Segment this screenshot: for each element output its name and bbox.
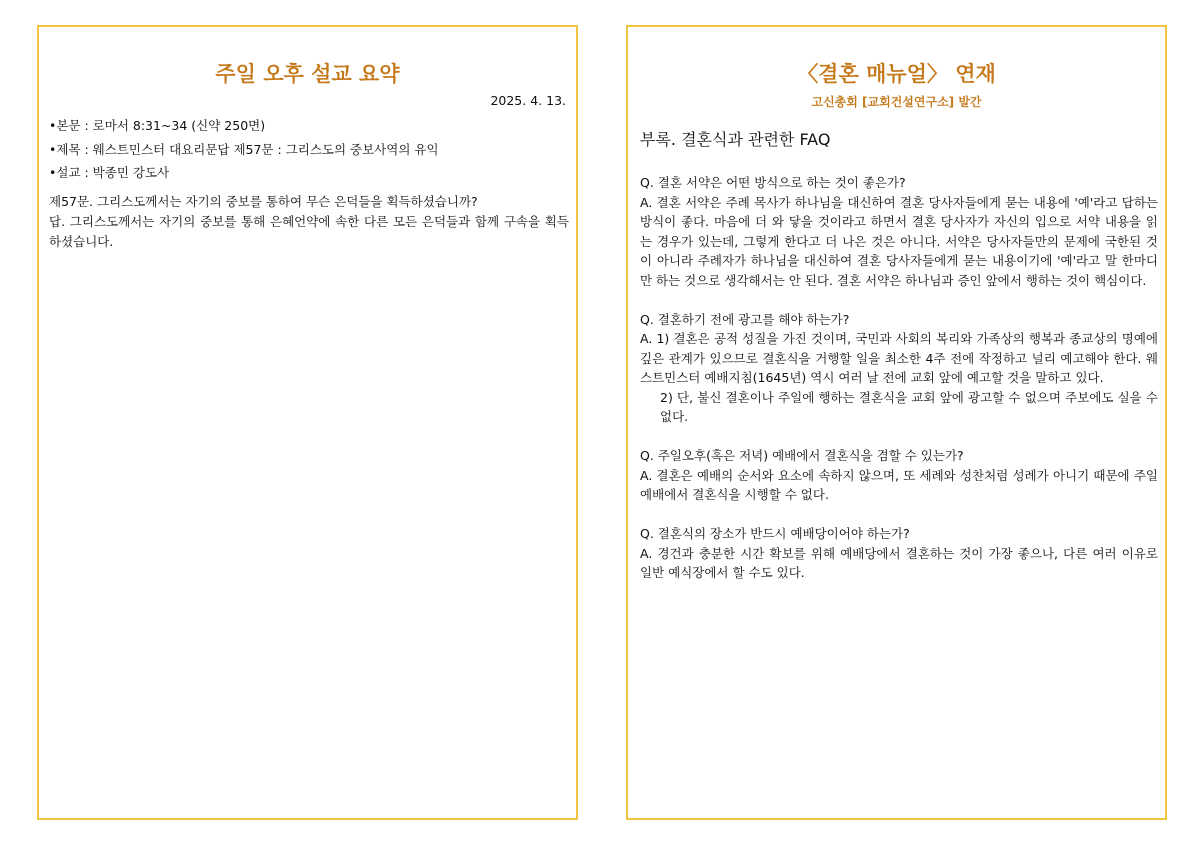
catechism-answer: 답. 그리스도께서는 자기의 중보를 통해 은혜언약에 속한 다른 모든 은덕들과 함께 구속을 획득하셨습니다.	[49, 214, 569, 249]
manual-title: 〈결혼 매뉴얼〉 연재	[797, 62, 996, 86]
sermon-title: 주일 오후 설교 요약	[215, 62, 400, 86]
sermon-scripture: •본문 : 로마서 8:31~34 (신약 250면)	[49, 118, 266, 133]
faq-item	[640, 524, 1158, 583]
faq-answer: A. 경건과 충분한 시간 확보를 위해 예배당에서 결혼하는 것이 가장 좋으나, 다른 여러 이유로 일반 예식장에서 할 수도 있다.	[640, 545, 1158, 580]
faq-answer-continued: 2) 단, 불신 결혼이나 주일에 행하는 결혼식을 교회 앞에 광고할 수 없으며 주보에도 실을 수 없다.	[660, 389, 1158, 424]
sermon-preacher: •설교 : 박종민 강도사	[49, 165, 170, 180]
faq-answer: A. 결혼은 예배의 순서와 요소에 속하지 않으며, 또 세례와 성찬처럼 성례가 아니기 때문에 주일 예배에서 결혼식을 시행할 수 없다.	[640, 467, 1158, 502]
right-page-wedding-manual	[626, 25, 1167, 820]
catechism-question: 제57문. 그리스도께서는 자기의 중보를 통하여 무슨 은덕들을 획득하셨습니까?	[49, 194, 478, 209]
faq-item	[640, 173, 1158, 290]
faq-list	[640, 173, 1158, 602]
faq-question: Q. 결혼 서약은 어떤 방식으로 하는 것이 좋은가?	[640, 175, 906, 190]
faq-item	[640, 446, 1158, 505]
catechism-text	[49, 192, 569, 252]
faq-question: Q. 결혼하기 전에 광고를 해야 하는가?	[640, 311, 850, 327]
faq-question: Q. 주일오후(혹은 저녁) 예배에서 결혼식을 겸할 수 있는가?	[640, 448, 964, 463]
sermon-date: 2025. 4. 13.	[490, 93, 566, 108]
faq-answer: A. 1) 결혼은 공적 성질을 가진 것이며, 국민과 사회의 복리와 가족상의 행복과 종교상의 명예에 깊은 관계가 있으므로 결혼식을 거행할 일을 최소한 4주 전에 작정하고 널리 예고해야 한다. 웨스트민스터 예배지침(1645년) 역시 여러 날 전에 교회 앞에 예고할 것을 말하고 있다.	[640, 331, 1158, 385]
faq-item	[640, 310, 1158, 427]
manual-subtitle: 고신총회 [교회건설연구소] 발간	[811, 95, 982, 109]
faq-heading: 부록. 결혼식과 관련한 FAQ	[640, 130, 831, 149]
faq-answer: A. 결혼 서약은 주례 목사가 하나님을 대신하여 결혼 당사자들에게 묻는 내용에 '예'라고 답하는 방식이 좋다. 마음에 더 와 닿을 것이라고 하면서 결혼 당사자가 자신의 입으로 서약 내용을 읽는 경우가 있는데, 그렇게 한다고 더 나은 것은 아니다. 서약은 당사자들만의 문제에 국한된 것이 아니라 주례자가 하나님을 대신하여 결혼 당사자들에게 묻는 내용이기에 '예'라고 말 한마디만 하는 것으로 생각해서는 안 된다. 결혼 서약은 하나님과 증인 앞에서 행하는 것이 핵심이다.	[640, 194, 1158, 288]
sermon-subject: •제목 : 웨스트민스터 대요리문답 제57문 : 그리스도의 중보사역의 유익	[49, 142, 439, 157]
left-page-sermon-summary	[37, 25, 578, 820]
faq-question: Q. 결혼식의 장소가 반드시 예배당이어야 하는가?	[640, 526, 910, 541]
